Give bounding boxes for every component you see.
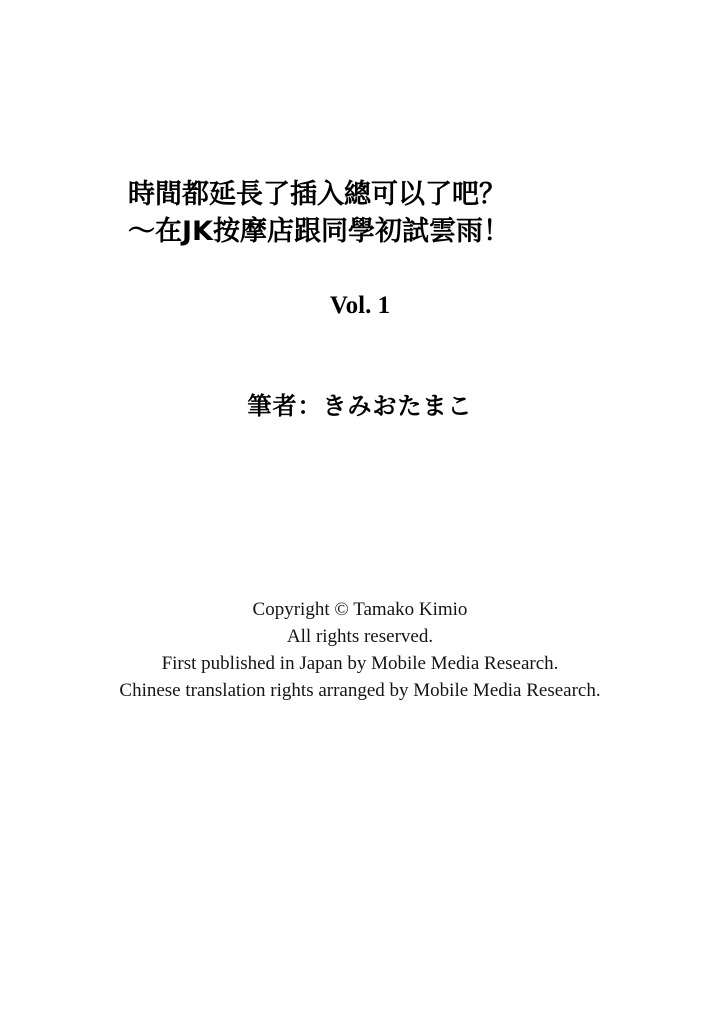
volume-label: Vol. 1: [329, 292, 391, 319]
copyright-line-3: First published in Japan by Mobile Media Research.: [161, 653, 559, 674]
title-line-1: 時間都延長了插入總可以了吧？: [128, 179, 506, 210]
copyright-block: [0, 596, 720, 704]
copyright-line-2: All rights reserved.: [286, 626, 434, 647]
title-block: [0, 176, 720, 250]
copyright-line-4: Chinese translation rights arranged by Mobile Media Research.: [119, 680, 601, 701]
copyright-line-1: Copyright © Tamako Kimio: [252, 599, 468, 620]
author-label: 筆者：きみおたまこ: [247, 392, 473, 420]
title-line-2: ～在JK按摩店跟同學初試雲雨！: [128, 216, 510, 247]
